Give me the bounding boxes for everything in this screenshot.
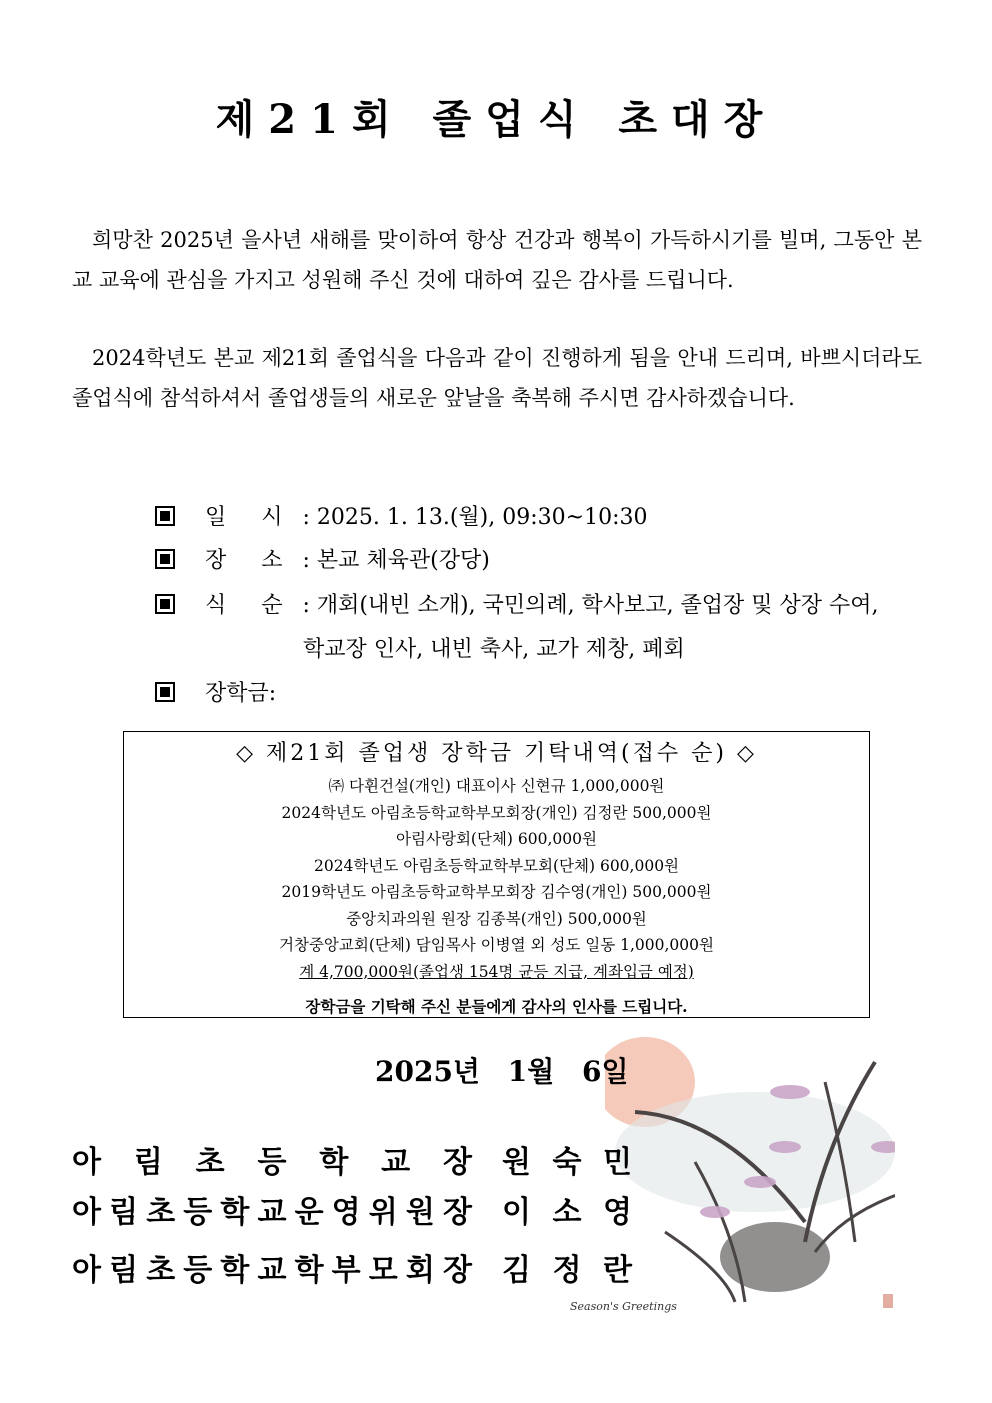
char: 학 [294, 1253, 324, 1288]
detail-program-continued [303, 632, 685, 663]
square-bullet-icon [155, 682, 175, 702]
donation-item: 2024학년도 아림초등학교학부모회장(개인) 김정란 500,000원 [281, 803, 712, 822]
char: 림 [133, 1145, 163, 1180]
detail-scholarship [155, 676, 276, 707]
char: 학 [220, 1195, 250, 1230]
char: 장 [442, 1253, 472, 1288]
char: 장 [442, 1145, 472, 1180]
char: 림 [109, 1195, 139, 1230]
char: 아 [72, 1145, 101, 1180]
detail-label: 일 시 [205, 505, 297, 530]
char: 부 [331, 1253, 361, 1288]
char: 장 [442, 1195, 472, 1230]
char: 이 [502, 1195, 531, 1230]
signature-title [72, 1137, 472, 1181]
detail-value: : 본교 체육관(강당) [302, 548, 490, 573]
char: 위 [368, 1195, 398, 1230]
char: 림 [109, 1253, 139, 1288]
char: 교 [257, 1195, 287, 1230]
char: 아 [72, 1253, 101, 1288]
detail-datetime [155, 500, 648, 531]
issue-date: 2025년 1월 6일 [375, 1055, 629, 1088]
donation-item: 거창중앙교회(단체) 담임목사 이병열 외 성도 일동 1,000,000원 [279, 936, 714, 954]
detail-program [155, 588, 879, 619]
scholarship-box-title: ◇ 제21회 졸업생 장학금 기탁내역(접수 순) ◇ [236, 741, 757, 766]
donation-item: ㈜ 다휜건설(개인) 대표이사 신현규 1,000,000원 [328, 777, 665, 795]
char: 등 [183, 1195, 213, 1230]
char: 모 [368, 1253, 398, 1288]
detail-label: 장학금: [205, 681, 277, 706]
artwork-caption: Season's Greetings [570, 1300, 677, 1313]
char: 정 [552, 1253, 582, 1288]
donation-thanks: 장학금을 기탁해 주신 분들에게 감사의 인사를 드립니다. [305, 997, 688, 1016]
page-title: 제21회 졸업식 초대장 [215, 96, 777, 143]
detail-label: 장 소 [205, 548, 297, 573]
signature-pta-chair [72, 1245, 632, 1289]
detail-value: 학교장 인사, 내빈 축사, 교가 제창, 폐회 [303, 637, 685, 662]
char: 원 [502, 1145, 531, 1180]
signature-name [502, 1137, 632, 1181]
signature-title [72, 1245, 472, 1289]
char: 숙 [552, 1145, 582, 1180]
orchid-painting-image [605, 1022, 895, 1322]
square-bullet-icon [155, 549, 175, 569]
signature-principal [72, 1137, 632, 1181]
char: 란 [603, 1253, 632, 1288]
char: 원 [405, 1195, 435, 1230]
signature-title [72, 1187, 472, 1231]
detail-place [155, 543, 490, 574]
char: 초 [146, 1195, 176, 1230]
scholarship-box [123, 731, 870, 1018]
char: 김 [502, 1253, 531, 1288]
donation-item: 2024학년도 아림초등학교학부모회(단체) 600,000원 [313, 856, 680, 875]
char: 회 [405, 1253, 435, 1288]
char: 민 [603, 1145, 632, 1180]
char: 영 [331, 1195, 361, 1230]
signature-committee-chair [72, 1187, 632, 1231]
invitation-paragraph: 2024학년도 본교 제21회 졸업식을 다음과 같이 진행하게 됨을 안내 드리며, 바쁘시더라도 졸업식에 참석하셔서 졸업생들의 새로운 앞날을 축복해 주시면 감사하겠습니다. [72, 346, 922, 410]
signature-name [502, 1187, 632, 1231]
char: 교 [257, 1253, 287, 1288]
char: 소 [552, 1195, 582, 1230]
signature-name [502, 1245, 632, 1289]
char: 영 [603, 1195, 632, 1230]
detail-value: : 2025. 1. 13.(월), 09:30~10:30 [302, 505, 648, 530]
donation-item: 중앙치과의원 원장 김종복(개인) 500,000원 [346, 909, 647, 928]
square-bullet-icon [155, 594, 175, 614]
greeting-paragraph: 희망찬 2025년 을사년 새해를 맞이하여 항상 건강과 행복이 가득하시기를 빌며, 그동안 본교 교육에 관심을 가지고 성원해 주신 것에 대하여 깊은 감사를 드립니다. [72, 228, 922, 292]
char: 초 [195, 1145, 225, 1180]
donation-item: 2019학년도 아림초등학교학부모회장 김수영(개인) 500,000원 [281, 883, 712, 901]
char: 등 [257, 1145, 287, 1180]
char: 학 [319, 1145, 349, 1180]
detail-label: 식 순 [205, 593, 297, 618]
donation-item: 아림사랑회(단체) 600,000원 [396, 830, 597, 848]
char: 운 [294, 1195, 324, 1230]
char: 아 [72, 1195, 101, 1230]
square-bullet-icon [155, 506, 175, 526]
char: 학 [220, 1253, 250, 1288]
donation-total: 계 4,700,000원(졸업생 154명 균등 지급, 계좌입금 예정) [299, 962, 694, 981]
char: 등 [183, 1253, 213, 1288]
char: 초 [146, 1253, 176, 1288]
detail-value: : 개회(내빈 소개), 국민의례, 학사보고, 졸업장 및 상장 수여, [302, 593, 879, 618]
char: 교 [381, 1145, 411, 1180]
